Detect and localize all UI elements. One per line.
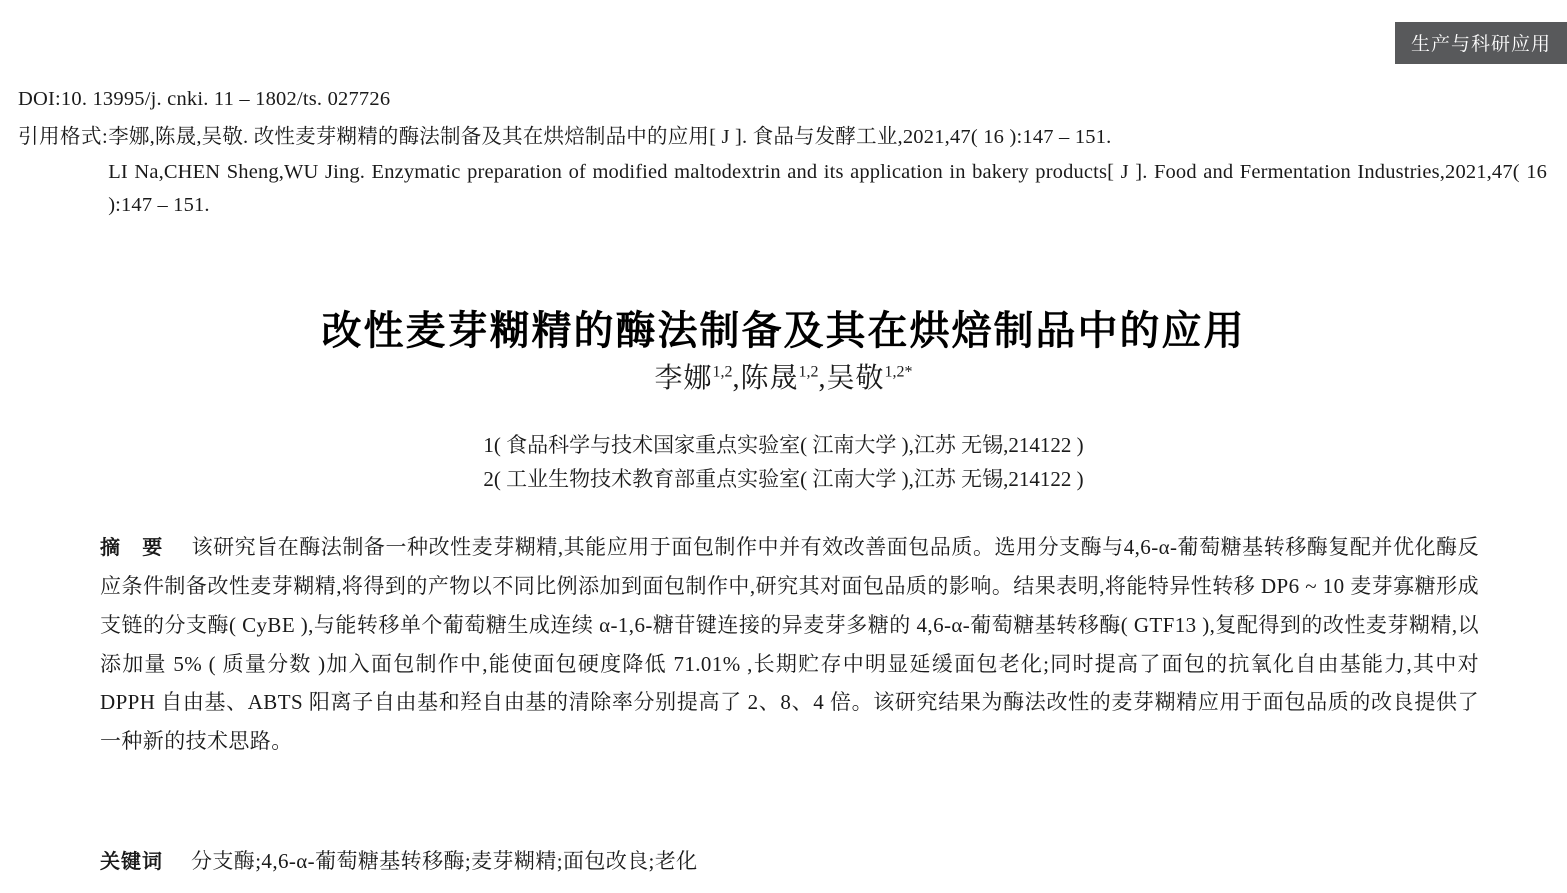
- citation-body: [108, 121, 1547, 223]
- citation-chinese: 李娜,陈晟,吴敬. 改性麦芽糊精的酶法制备及其在烘焙制品中的应用[ J ]. 食品与发酵工业,2021,47( 16 ):147 – 151.: [108, 126, 1112, 148]
- keywords-text: 分支酶;4,6-α-葡萄糖基转移酶;麦芽糊精;面包改良;老化: [191, 849, 698, 873]
- section-badge: 生产与科研应用: [1395, 22, 1567, 64]
- abstract-text: 该研究旨在酶法制备一种改性麦芽糊精,其能应用于面包制作中并有效改善面包品质。选用分支酶与4,6-α-葡萄糖基转移酶复配并优化酶反应条件制备改性麦芽糊精,将得到的产物以不同比例添加到面包制作中,研究其对面包品质的影响。结果表明,将能特异性转移 DP6 ~ 10 麦芽寡糖形成支链的分支酶( CyBE ),与能转移单个葡萄糖生成连续 α-1,6-糖苷键连接的异麦芽多糖的 4,6-α-葡萄糖基转移酶( GTF13 ),复配得到的改性麦芽糊精,以添加量 5% ( 质量分数 )加入面包制作中,能使面包硬度降低 71.01% ,长期贮存中明显延缓面包老化;同时提高了面包的抗氧化自由基能力,其中对 DPPH 自由基、ABTS 阳离子自由基和羟自由基的清除率分别提高了 2、8、4 倍。该研究结果为酶法改性的麦芽糊精应用于面包品质的改良提供了一种新的技术思路。: [100, 535, 1479, 754]
- citation-label: 引用格式:: [18, 126, 109, 148]
- authors-text: 李娜$^{1,2}$,陈晟$^{1,2}$,吴敬$^{1,2*}$: [654, 363, 913, 394]
- page-title: 改性麦芽糊精的酶法制备及其在烘焙制品中的应用: [321, 307, 1246, 354]
- running-head: [1395, 22, 1567, 64]
- article-header: [18, 88, 1547, 223]
- citation-english: LI Na,CHEN Sheng,WU Jing. Enzymatic preparation of modified maltodextrin and its application in bakery products[ J ]. Food and Fermentation Industries,2021,47( 16 ):147 – 151.: [108, 161, 1547, 217]
- doi-line: DOI:10. 13995/j. cnki. 11 – 1802/ts. 027726: [18, 88, 391, 110]
- abstract-section: [100, 528, 1479, 761]
- keywords-section: [100, 845, 1479, 875]
- keywords-label: 关键词: [100, 849, 163, 873]
- affiliation-item: 1( 食品科学与技术国家重点实验室( 江南大学 ),江苏 无锡,214122 ): [483, 433, 1084, 457]
- citation-block: [18, 121, 1547, 223]
- affiliation-item: 2( 工业生物技术教育部重点实验室( 江南大学 ),江苏 无锡,214122 ): [483, 467, 1084, 492]
- abstract-label: 摘 要: [100, 535, 164, 559]
- affiliation-list: [0, 428, 1567, 496]
- author-list: [0, 356, 1567, 396]
